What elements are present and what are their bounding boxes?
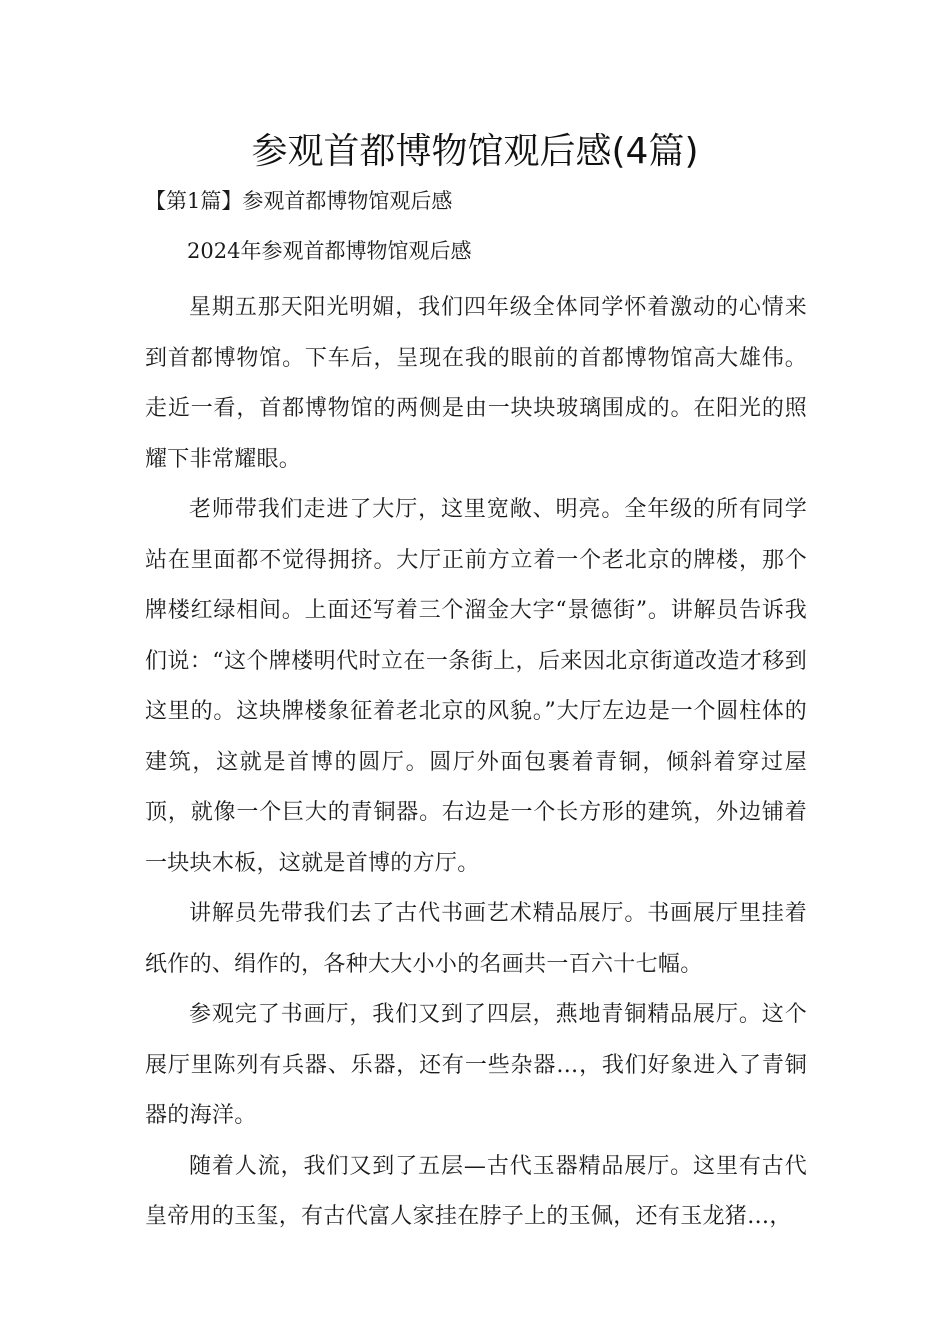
- article-subtitle: 2024年参观首都博物馆观后感: [187, 239, 472, 263]
- paragraph: 讲解员先带我们去了古代书画艺术精品展厅。书画展厅里挂着纸作的、绢作的，各种大大小小的名画共一百六十七幅。: [145, 901, 807, 977]
- paragraph: 随着人流，我们又到了五层—古代玉器精品展厅。这里有古代皇帝用的玉玺，有古代富人家挂在脖子上的玉佩，还有玉龙猪…，: [145, 1153, 807, 1229]
- paragraph: 星期五那天阳光明媚，我们四年级全体同学怀着激动的心情来到首都博物馆。下车后，呈现在我的眼前的首都博物馆高大雄伟。走近一看，首都博物馆的两侧是由一块块玻璃围成的。在阳光的照耀下非常耀眼。: [145, 295, 807, 472]
- article-body: [145, 283, 807, 1243]
- paragraph: 参观完了书画厅，我们又到了四层，燕地青铜精品展厅。这个展厅里陈列有兵器、乐器，还有一些杂器…，我们好象进入了青铜器的海洋。: [145, 1002, 807, 1128]
- paragraph: 老师带我们走进了大厅，这里宽敞、明亮。全年级的所有同学站在里面都不觉得拥挤。大厅正前方立着一个老北京的牌楼，那个牌楼红绿相间。上面还写着三个溜金大字“景德街”。讲解员告诉我们说：“这个牌楼明代时立在一条街上，后来因北京街道改造才移到这里的。这块牌楼象征着老北京的风貌。”大厅左边是一个圆柱体的建筑，这就是首博的圆厅。圆厅外面包裹着青铜，倾斜着穿过屋顶，就像一个巨大的青铜器。右边是一个长方形的建筑，外边铺着一块块木板，这就是首博的方厅。: [145, 497, 807, 876]
- section-heading: 【第1篇】参观首都博物馆观后感: [145, 189, 453, 213]
- document-title: 参观首都博物馆观后感(4篇): [251, 131, 699, 172]
